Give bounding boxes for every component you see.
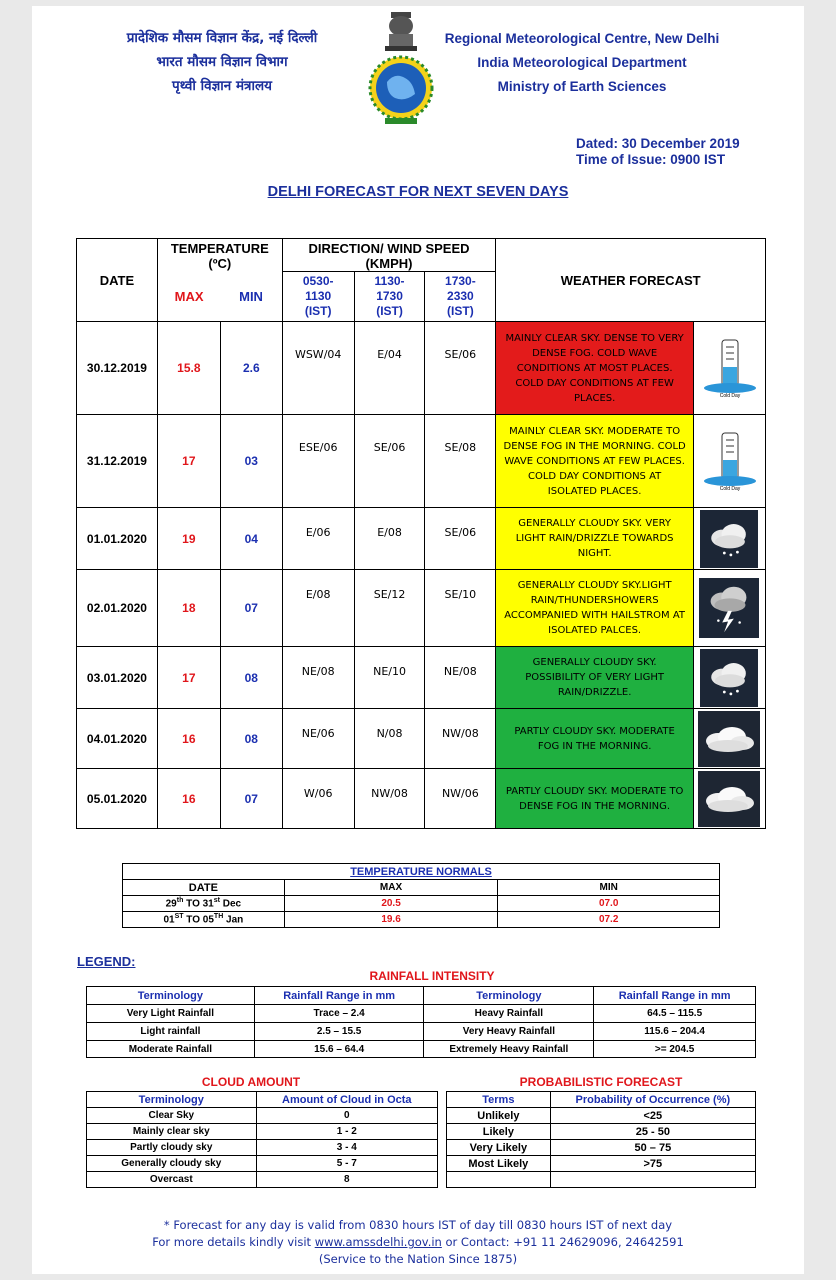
row-min-temp: 07 — [220, 769, 282, 829]
rainfall-cell: Light rainfall — [87, 1023, 255, 1041]
slot-2-line-1: 1130- — [374, 274, 405, 288]
prob-table — [446, 1091, 756, 1188]
hindi-header — [92, 26, 352, 98]
header-wind-label: DIRECTION/ WIND SPEED — [308, 241, 470, 256]
row-max-temp: 19 — [157, 508, 220, 570]
cloud-drizzle-icon — [699, 649, 759, 707]
row-wind-1: E/06 — [282, 508, 354, 570]
row-wind-1: E/08 — [282, 570, 354, 647]
rainfall-cell: Moderate Rainfall — [87, 1041, 255, 1058]
row-wind-3: SE/08 — [425, 415, 496, 508]
header-min: MIN — [220, 272, 282, 322]
table-row — [77, 709, 766, 769]
english-header — [432, 27, 732, 99]
table-row — [447, 1156, 756, 1172]
hindi-line-1: प्रादेशिक मौसम विज्ञान केंद्र, नई दिल्ली — [126, 30, 318, 46]
row-icon-cell — [693, 322, 765, 415]
header-temperature-label: TEMPERATURE — [170, 241, 269, 257]
header-slot-2 — [354, 272, 425, 322]
prob-header: Terms — [447, 1092, 551, 1108]
normals-row-date — [123, 896, 285, 912]
header-date: DATE — [77, 239, 158, 322]
website-link[interactable]: www.amssdelhi.gov.in — [314, 1235, 442, 1249]
row-min-temp: 03 — [220, 415, 282, 508]
cloud-cell: Mainly clear sky — [87, 1124, 257, 1140]
table-row — [77, 570, 766, 647]
slot-1-line-2: 1130 — [305, 289, 332, 303]
cloud-cell: 3 - 4 — [256, 1140, 437, 1156]
table-row — [87, 1041, 756, 1058]
cloud-header: Terminology — [87, 1092, 257, 1108]
cloud-cell: 0 — [256, 1108, 437, 1124]
cloud-cell: 1 - 2 — [256, 1124, 437, 1140]
row-wind-1: NE/08 — [282, 647, 354, 709]
row-wind-3: NW/06 — [425, 769, 496, 829]
table-row — [447, 1140, 756, 1156]
rainfall-cell: 64.5 – 115.5 — [594, 1005, 756, 1023]
table-row — [447, 1124, 756, 1140]
cloud-cell: 5 - 7 — [256, 1156, 437, 1172]
footer-contact-suffix: or Contact: +91 11 24629096, 24642591 — [441, 1235, 684, 1249]
normals-row-min: 07.0 — [498, 896, 720, 912]
row-min-temp: 07 — [220, 570, 282, 647]
header-weather-forecast: WEATHER FORECAST — [496, 239, 766, 322]
header-slot-1 — [282, 272, 354, 322]
rainfall-table — [86, 986, 756, 1058]
row-wind-1: ESE/06 — [282, 415, 354, 508]
row-icon-cell — [693, 709, 765, 769]
row-icon-cell — [693, 508, 765, 570]
hindi-line-2: भारत मौसम विज्ञान विभाग — [156, 54, 288, 70]
partly-cloudy-icon — [698, 771, 760, 827]
table-row — [447, 1172, 756, 1188]
icon-caption: Cold Day — [720, 486, 741, 492]
table-row — [77, 415, 766, 508]
rainfall-header: Terminology — [424, 987, 594, 1005]
table-row — [87, 1172, 438, 1188]
english-line-2: India Meteorological Department — [477, 55, 687, 70]
row-wind-2: NE/10 — [354, 647, 425, 709]
rainfall-title: RAINFALL INTENSITY — [369, 969, 495, 983]
issue-info — [576, 136, 740, 168]
normals-header-max: MAX — [284, 880, 498, 896]
row-max-temp: 17 — [157, 415, 220, 508]
row-date: 03.01.2020 — [77, 647, 158, 709]
header-wind — [282, 239, 496, 272]
forecast-page — [32, 6, 804, 1274]
prob-cell: >75 — [550, 1156, 755, 1172]
row-date: 30.12.2019 — [77, 322, 158, 415]
row-max-temp: 17 — [157, 647, 220, 709]
cloud-cell: 8 — [256, 1172, 437, 1188]
rainfall-cell: Very Heavy Rainfall — [424, 1023, 594, 1041]
normals-date-sup: TH — [213, 913, 224, 921]
table-row — [77, 508, 766, 570]
row-min-temp: 08 — [220, 647, 282, 709]
row-icon-cell — [693, 647, 765, 709]
row-forecast: MAINLY CLEAR SKY. MODERATE TO DENSE FOG IN THE MORNING. COLD WAVE CONDITIONS AT FEW PLACES. COLD DAY CONDITIONS AT ISOLATED PLACES. — [496, 415, 694, 508]
row-min-temp: 08 — [220, 709, 282, 769]
rainfall-header: Rainfall Range in mm — [594, 987, 756, 1005]
row-wind-1: WSW/04 — [282, 322, 354, 415]
normals-row-max: 20.5 — [284, 896, 498, 912]
normals-header-date: DATE — [123, 880, 285, 896]
rainfall-cell: Trace – 2.4 — [254, 1005, 424, 1023]
table-row — [87, 1005, 756, 1023]
slot-1-line-3: (IST) — [304, 304, 332, 318]
row-max-temp: 16 — [157, 769, 220, 829]
prob-cell: Likely — [447, 1124, 551, 1140]
row-wind-3: NE/08 — [425, 647, 496, 709]
table-row — [447, 1108, 756, 1124]
prob-cell: Very Likely — [447, 1140, 551, 1156]
row-max-temp: 15.8 — [157, 322, 220, 415]
row-min-temp: 04 — [220, 508, 282, 570]
cloud-cell: Overcast — [87, 1172, 257, 1188]
header-max: MAX — [157, 272, 220, 322]
row-forecast: PARTLY CLOUDY SKY. MODERATE FOG IN THE MORNING. — [496, 709, 694, 769]
row-forecast: GENERALLY CLOUDY SKY. POSSIBILITY OF VERY LIGHT RAIN/DRIZZLE. — [496, 647, 694, 709]
row-wind-2: SE/12 — [354, 570, 425, 647]
normals-date-part: 29 — [165, 898, 177, 910]
partly-cloudy-icon — [698, 711, 760, 767]
row-wind-3: NW/08 — [425, 709, 496, 769]
table-row — [77, 322, 766, 415]
rainfall-cell: >= 204.5 — [594, 1041, 756, 1058]
rainfall-header: Rainfall Range in mm — [254, 987, 424, 1005]
row-wind-3: SE/06 — [425, 508, 496, 570]
forecast-title: DELHI FORECAST FOR NEXT SEVEN DAYS — [267, 184, 569, 200]
english-line-3: Ministry of Earth Sciences — [497, 79, 667, 94]
slot-3-line-3: (IST) — [447, 304, 474, 318]
header-wind-unit: (KMPH) — [365, 256, 413, 271]
row-date: 02.01.2020 — [77, 570, 158, 647]
row-wind-2: E/04 — [354, 322, 425, 415]
footer — [32, 1217, 804, 1268]
slot-3-line-1: 1730- — [445, 274, 476, 288]
normals-date-part: 01 — [163, 914, 175, 926]
row-date: 04.01.2020 — [77, 709, 158, 769]
row-min-temp: 2.6 — [220, 322, 282, 415]
prob-header: Probability of Occurrence (%) — [550, 1092, 755, 1108]
row-forecast: PARTLY CLOUDY SKY. MODERATE TO DENSE FOG IN THE MORNING. — [496, 769, 694, 829]
row-icon-cell — [693, 769, 765, 829]
row-forecast: GENERALLY CLOUDY SKY.LIGHT RAIN/THUNDERSHOWERS ACCOMPANIED WITH HAILSTROM AT ISOLATED PALCES. — [496, 570, 694, 647]
slot-3-line-2: 2330 — [447, 289, 474, 303]
rainfall-cell: 115.6 – 204.4 — [594, 1023, 756, 1041]
prob-cell: 50 – 75 — [550, 1140, 755, 1156]
normals-date-sup: ST — [174, 913, 184, 921]
row-wind-2: N/08 — [354, 709, 425, 769]
forecast-table — [76, 238, 766, 829]
row-forecast: GENERALLY CLOUDY SKY. VERY LIGHT RAIN/DRIZZLE TOWARDS NIGHT. — [496, 508, 694, 570]
table-row — [87, 1140, 438, 1156]
slot-1-line-1: 0530- — [302, 274, 334, 288]
normals-date-sup: st — [213, 897, 220, 905]
cloud-title: CLOUD AMOUNT — [201, 1075, 301, 1089]
normals-header-min: MIN — [498, 880, 720, 896]
english-line-1: Regional Meteorological Centre, New Delhi — [444, 31, 720, 46]
cloud-table — [86, 1091, 438, 1188]
row-date: 31.12.2019 — [77, 415, 158, 508]
rainfall-cell: Extremely Heavy Rainfall — [424, 1041, 594, 1058]
cloud-cell: Partly cloudy sky — [87, 1140, 257, 1156]
table-row — [77, 769, 766, 829]
imd-emblem-icon — [365, 10, 437, 128]
cloud-drizzle-icon — [699, 510, 759, 568]
header-temperature-unit: (ºC) — [208, 256, 232, 272]
row-max-temp: 18 — [157, 570, 220, 647]
row-wind-1: W/06 — [282, 769, 354, 829]
footer-contact — [32, 1234, 804, 1251]
row-wind-2: E/08 — [354, 508, 425, 570]
normals-date-part: Dec — [219, 898, 242, 910]
row-date: 05.01.2020 — [77, 769, 158, 829]
rainfall-header: Terminology — [87, 987, 255, 1005]
header-temperature — [157, 239, 282, 272]
normals-row-date — [123, 912, 285, 928]
normals-date-part: TO 31 — [183, 898, 214, 910]
prob-cell — [550, 1172, 755, 1188]
footer-contact-prefix: For more details kindly visit — [152, 1235, 315, 1249]
row-icon-cell — [693, 415, 765, 508]
normals-date-part: Jan — [223, 914, 244, 926]
rainfall-cell: Heavy Rainfall — [424, 1005, 594, 1023]
footer-motto: (Service to the Nation Since 1875) — [318, 1252, 518, 1266]
rainfall-cell: 2.5 – 15.5 — [254, 1023, 424, 1041]
row-wind-1: NE/06 — [282, 709, 354, 769]
row-wind-3: SE/06 — [425, 322, 496, 415]
table-row — [77, 647, 766, 709]
rainfall-cell: Very Light Rainfall — [87, 1005, 255, 1023]
table-row — [87, 1156, 438, 1172]
normals-table — [122, 863, 720, 928]
row-forecast: MAINLY CLEAR SKY. DENSE TO VERY DENSE FOG. COLD WAVE CONDITIONS AT MOST PLACES. COLD DAY CONDITIONS AT FEW PLACES. — [496, 322, 694, 415]
prob-cell: Unlikely — [447, 1108, 551, 1124]
table-row — [87, 1124, 438, 1140]
normals-row-max: 19.6 — [284, 912, 498, 928]
cloud-header: Amount of Cloud in Octa — [256, 1092, 437, 1108]
normals-date-part: TO 05 — [183, 914, 214, 926]
prob-cell: Most Likely — [447, 1156, 551, 1172]
rainfall-cell: 15.6 – 64.4 — [254, 1041, 424, 1058]
cloud-cell: Clear Sky — [87, 1108, 257, 1124]
cold-day-thermometer-icon — [698, 430, 760, 492]
prob-cell: 25 - 50 — [550, 1124, 755, 1140]
row-wind-3: SE/10 — [425, 570, 496, 647]
table-row — [87, 1023, 756, 1041]
prob-title: PROBABILISTIC FORECAST — [519, 1075, 683, 1089]
cold-day-thermometer-icon — [698, 337, 760, 399]
issue-time-text: Time of Issue: 0900 IST — [576, 152, 726, 167]
row-wind-2: SE/06 — [354, 415, 425, 508]
row-date: 01.01.2020 — [77, 508, 158, 570]
normals-row-min: 07.2 — [498, 912, 720, 928]
footer-validity-note: * Forecast for any day is valid from 0830 hours IST of day till 0830 hours IST of next day — [163, 1218, 673, 1232]
table-row — [87, 1108, 438, 1124]
row-icon-cell — [693, 570, 765, 647]
slot-2-line-3: (IST) — [376, 304, 403, 318]
prob-cell: <25 — [550, 1108, 755, 1124]
row-wind-2: NW/08 — [354, 769, 425, 829]
hindi-line-3: पृथ्वी विज्ञान मंत्रालय — [172, 78, 272, 94]
normals-title: TEMPERATURE NORMALS — [123, 864, 720, 880]
prob-cell — [447, 1172, 551, 1188]
header-slot-3 — [425, 272, 496, 322]
thunderstorm-icon — [699, 577, 759, 639]
cloud-cell: Generally cloudy sky — [87, 1156, 257, 1172]
slot-2-line-2: 1730 — [376, 289, 403, 303]
normals-date-sup: th — [176, 897, 184, 905]
legend-heading: LEGEND: — [77, 954, 136, 969]
dated-text: Dated: 30 December 2019 — [576, 136, 740, 151]
icon-caption: Cold Day — [720, 393, 741, 399]
row-max-temp: 16 — [157, 709, 220, 769]
